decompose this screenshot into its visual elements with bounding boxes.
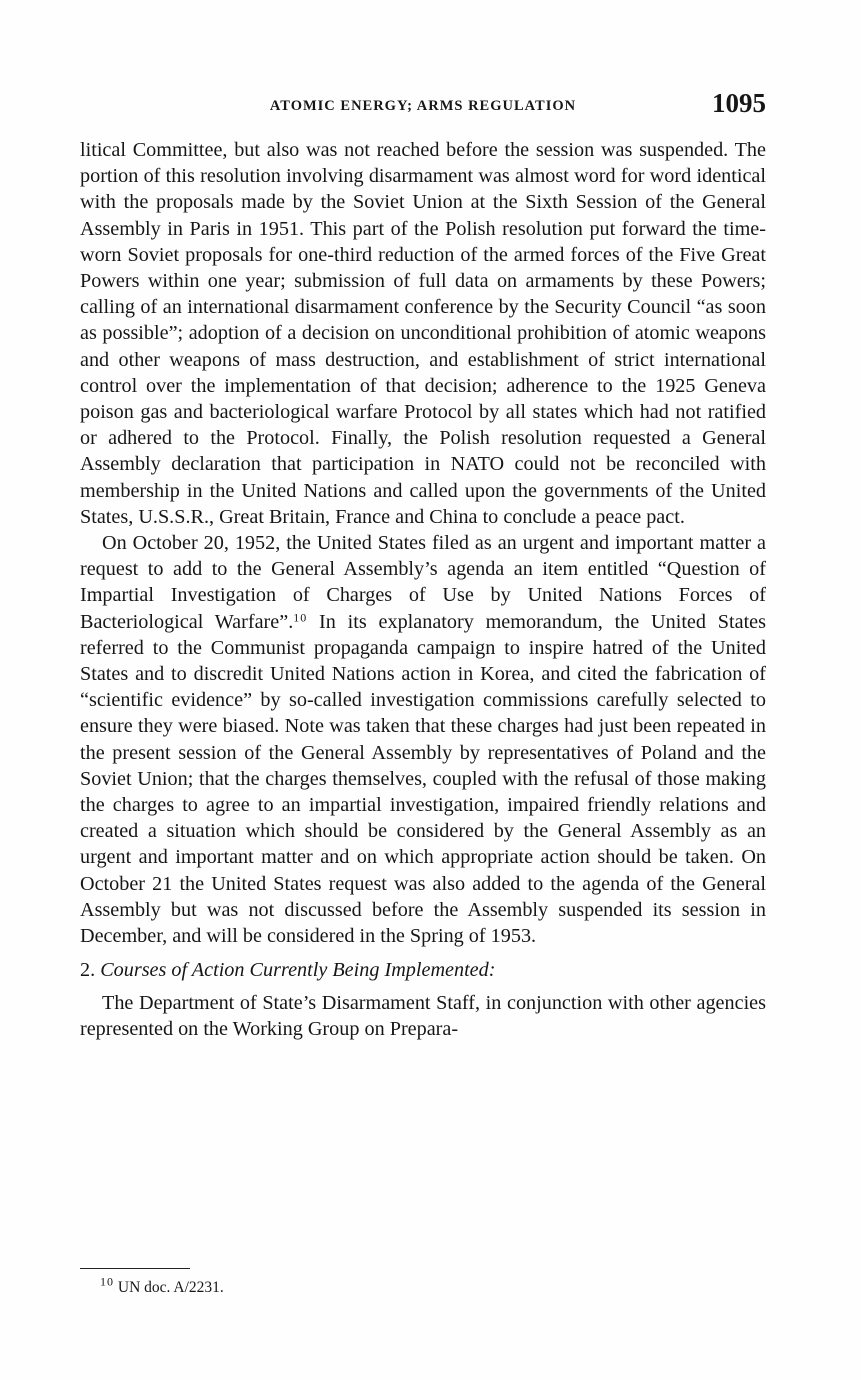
section-heading bbox=[80, 957, 766, 983]
paragraph-us-request bbox=[80, 530, 766, 949]
paragraph-disarmament-staff: The Department of State’s Disarmament Staff, in conjunction with other agencies represented on the Working Group on Prepara- bbox=[80, 991, 766, 1040]
running-header bbox=[80, 88, 766, 124]
body-text bbox=[80, 137, 766, 1042]
section-title: Courses of Action Currently Being Implemented: bbox=[100, 959, 496, 982]
paragraph-text-after-note: In its explanatory memorandum, the United States referred to the Communist propaganda campaign to inspire hatred of the United States and to discredit United Nations action in Korea, and cited the fabrication of “scientific evidence” by so-called investigation commissions carefully selected to ensure they were biased. Note was taken that these charges had just been repeated in the present session of the General Assembly by representatives of Poland and the Soviet Union; that the charges themselves, coupled with the refusal of those making the charges to agree to an impartial investigation, impaired friendly relations and created a situation which should be considered by the General Assembly as an urgent and important matter and on which appropriate action should be taken. On October 21 the United States request was also added to the agenda of the General Assembly but was not discussed before the Assembly suspended its session in December, and will be considered in the Spring of 1953. bbox=[80, 610, 766, 948]
paragraph-continued: litical Committee, but also was not reached before the session was suspended. The portion of this resolution involving disarmament was almost word for word identical with the proposals made by the Soviet Union at the Sixth Session of the General Assembly in Paris in 1951. This part of the Polish resolution put forward the time-worn Soviet proposals for one-third reduction of the armed forces of the Five Great Powers within one year; submission of full data on armaments by these Powers; calling of an international disarmament conference by the Security Council “as soon as possible”; adoption of a decision on unconditional prohibition of atomic weapons and other weapons of mass destruction, and establishment of strict international control over the implementation of that decision; adherence to the 1925 Geneva poison gas and bacteriological warfare Protocol by all states which had not ratified or adhered to the Protocol. Finally, the Polish resolution requested a General Assembly declaration that participation in NATO could not be reconciled with membership in the United Nations and called upon the governments of the United States, U.S.S.R., Great Britain, France and China to conclude a peace pact. bbox=[80, 139, 766, 528]
footnote-marker: 10 bbox=[100, 1274, 114, 1289]
section-number: 2. bbox=[80, 959, 96, 982]
footnote-divider bbox=[80, 1268, 190, 1269]
footnote-reference: 10 bbox=[293, 610, 308, 625]
paragraph-text-before-note: On October 20, 1952, the United States filed as an urgent and important matter a request to add to the General Assembly’s agenda an item entitled “Question of Impartial Investigation of Charges of Use by United Nations Forces of Bacteriological Warfare”. bbox=[80, 532, 766, 633]
page-number: 1095 bbox=[712, 88, 766, 118]
footnote bbox=[100, 1274, 224, 1298]
running-title: ATOMIC ENERGY; ARMS REGULATION bbox=[269, 98, 577, 114]
footnote-text: UN doc. A/2231. bbox=[117, 1279, 224, 1296]
